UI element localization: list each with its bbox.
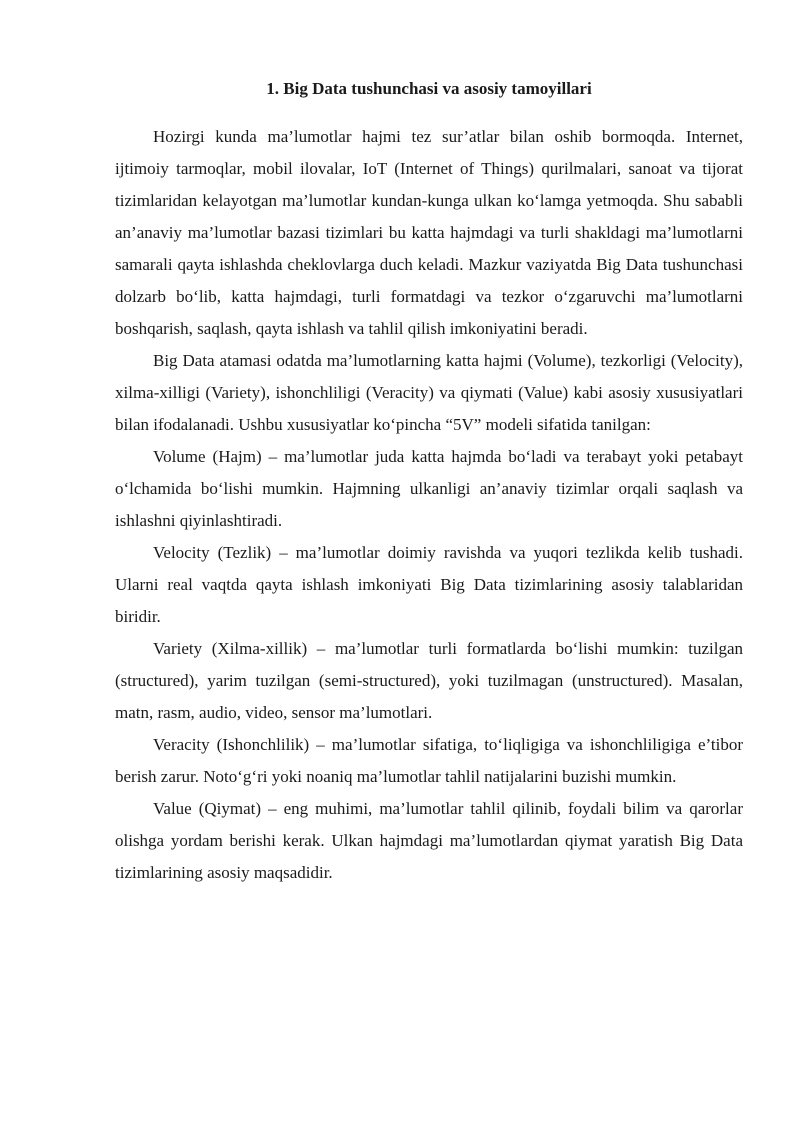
- paragraph-volume: Volume (Hajm) – ma’lumotlar juda katta hajmda bo‘ladi va terabayt yoki petabayt o‘lchamida bo‘lishi mumkin. Hajmning ulkanligi an’anaviy tizimlar orqali saqlash va ishlashni qiyinlashtiradi.: [115, 447, 743, 530]
- section-title: 1. Big Data tushunchasi va asosiy tamoyillari: [266, 79, 592, 98]
- paragraph-variety: Variety (Xilma-xillik) – ma’lumotlar turli formatlarda bo‘lishi mumkin: tuzilgan (structured), yarim tuzilgan (semi-structured), yoki tuzilmagan (unstructured). Masalan, matn, rasm, audio, video, sensor ma’lumotlari.: [115, 639, 743, 722]
- paragraph-veracity: Veracity (Ishonchlilik) – ma’lumotlar sifatiga, to‘liqligiga va ishonchliligiga e’tibor berish zarur. Noto‘g‘ri yoki noaniq ma’lumotlar tahlil natijalarini buzishi mumkin.: [115, 735, 743, 786]
- paragraph-5v-definition: Big Data atamasi odatda ma’lumotlarning katta hajmi (Volume), tezkorligi (Velocity), xilma-xilligi (Variety), ishonchliligi (Veracity) va qiymati (Value) kabi asosiy xususiyatlari bilan ifodalanadi. Ushbu xususiyatlar ko‘pincha “5V” modeli sifatida tanilgan:: [115, 351, 743, 434]
- document-page: [115, 0, 743, 889]
- paragraph-value: Value (Qiymat) – eng muhimi, ma’lumotlar tahlil qilinib, foydali bilim va qarorlar olishga yordam berishi kerak. Ulkan hajmdagi ma’lumotlardan qiymat yaratish Big Data tizimlarining asosiy maqsadidir.: [115, 799, 743, 882]
- document-body: [115, 121, 743, 889]
- paragraph-intro: Hozirgi kunda ma’lumotlar hajmi tez sur’atlar bilan oshib bormoqda. Internet, ijtimoiy tarmoqlar, mobil ilovalar, IoT (Internet of Things) qurilmalari, sanoat va tijorat tizimlaridan kelayotgan ma’lumotlar kundan-kunga ulkan ko‘lamga yetmoqda. Shu sababli an’anaviy ma’lumotlar bazasi tizimlari bu katta hajmdagi va turli shakldagi ma’lumotlarni samarali qayta ishlashda cheklovlarga duch keladi. Mazkur vaziyatda Big Data tushunchasi dolzarb bo‘lib, katta hajmdagi, turli formatdagi va tezkor o‘zgaruvchi ma’lumotlarni boshqarish, saqlash, qayta ishlash va tahlil qilish imkoniyatini beradi.: [115, 127, 743, 338]
- paragraph-velocity: Velocity (Tezlik) – ma’lumotlar doimiy ravishda va yuqori tezlikda kelib tushadi. Ularni real vaqtda qayta ishlash imkoniyati Big Data tizimlarining asosiy talablaridan biridir.: [115, 543, 743, 626]
